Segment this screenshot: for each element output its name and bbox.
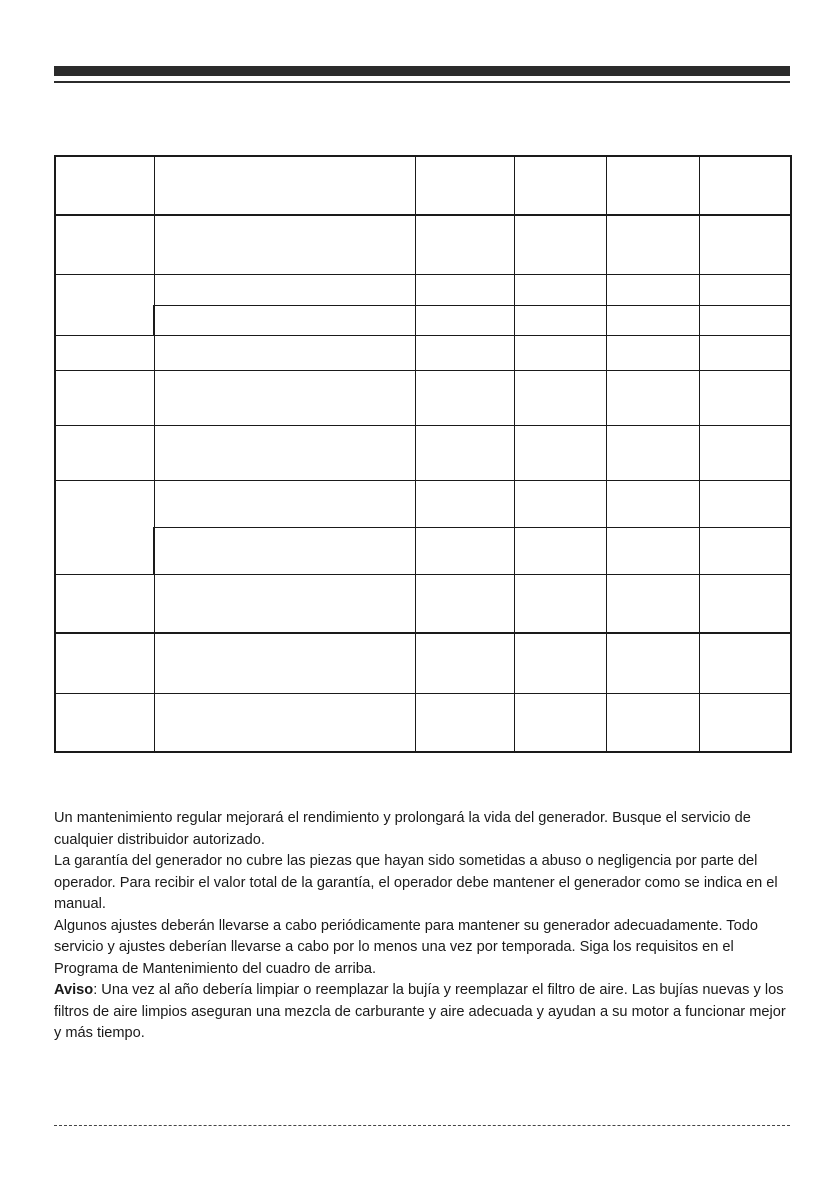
table-cell bbox=[154, 215, 415, 274]
table-cell bbox=[606, 335, 699, 370]
table-cell bbox=[606, 370, 699, 425]
table-cell bbox=[415, 425, 514, 480]
table-cell bbox=[415, 335, 514, 370]
table-cell bbox=[415, 274, 514, 305]
table-row bbox=[55, 305, 791, 335]
table-row bbox=[55, 693, 791, 752]
table-row bbox=[55, 370, 791, 425]
notice-text: : Una vez al año debería limpiar o reemplazar la bujía y reemplazar el filtro de aire. Las bujías nuevas y los filtros de aire limpios aseguran una mezcla de carburante y aire adecuada y ayudan a su motor a funcionar mejor y más tiempo. bbox=[54, 982, 786, 1041]
table-cell bbox=[514, 215, 606, 274]
table-cell bbox=[514, 693, 606, 752]
table-cell bbox=[154, 305, 415, 335]
table-cell bbox=[699, 156, 791, 215]
table-cell bbox=[154, 274, 415, 305]
maintenance-schedule-table bbox=[54, 155, 792, 753]
table-row bbox=[55, 480, 791, 527]
table-cell bbox=[154, 335, 415, 370]
table-cell bbox=[699, 215, 791, 274]
table-cell bbox=[699, 305, 791, 335]
table-cell bbox=[514, 370, 606, 425]
notes-paragraph: Algunos ajustes deberán llevarse a cabo periódicamente para mantener su generador adecuadamente. Todo servicio y ajustes deberían llevarse a cabo por lo menos una vez por temporada. Siga los requisitos en el Programa de Mantenimiento del cuadro de arriba. bbox=[54, 917, 758, 977]
table-cell bbox=[606, 574, 699, 633]
table-cell bbox=[514, 480, 606, 527]
table-cell bbox=[699, 335, 791, 370]
notes-paragraph: Un mantenimiento regular mejorará el rendimiento y prolongará la vida del generador. Busque el servicio de cualquier distribuidor autorizado. bbox=[54, 810, 751, 848]
table-cell bbox=[606, 305, 699, 335]
table-cell bbox=[606, 215, 699, 274]
table-cell bbox=[415, 693, 514, 752]
table-cell bbox=[606, 156, 699, 215]
table-cell bbox=[154, 633, 415, 693]
table-cell bbox=[55, 574, 154, 633]
table-cell bbox=[514, 633, 606, 693]
table-cell bbox=[55, 633, 154, 693]
table-cell bbox=[606, 425, 699, 480]
table-cell bbox=[154, 693, 415, 752]
table-cell bbox=[514, 574, 606, 633]
table-cell bbox=[415, 480, 514, 527]
table-row bbox=[55, 425, 791, 480]
table-cell bbox=[699, 370, 791, 425]
table-cell bbox=[154, 425, 415, 480]
table-cell bbox=[606, 274, 699, 305]
table-cell bbox=[699, 425, 791, 480]
table-cell bbox=[415, 305, 514, 335]
notes-paragraph: La garantía del generador no cubre las piezas que hayan sido sometidas a abuso o negligencia por parte del operador. Para recibir el valor total de la garantía, el operador debe mantener el generador como se indica en el manual. bbox=[54, 853, 778, 912]
table-cell bbox=[606, 480, 699, 527]
maintenance-notes bbox=[54, 808, 794, 1045]
table-cell bbox=[55, 480, 154, 574]
table-cell bbox=[55, 274, 154, 335]
table-cell bbox=[154, 370, 415, 425]
table-cell bbox=[415, 370, 514, 425]
table-cell bbox=[415, 574, 514, 633]
table-row bbox=[55, 274, 791, 305]
table-row bbox=[55, 335, 791, 370]
table-cell bbox=[154, 480, 415, 527]
table-cell bbox=[55, 425, 154, 480]
table-cell bbox=[699, 527, 791, 574]
table-cell bbox=[699, 480, 791, 527]
table-cell bbox=[154, 574, 415, 633]
table-cell bbox=[55, 215, 154, 274]
table-cell bbox=[514, 527, 606, 574]
table-cell bbox=[699, 693, 791, 752]
table-cell bbox=[55, 156, 154, 215]
footer-dashed-rule bbox=[54, 1125, 790, 1126]
table-cell bbox=[55, 335, 154, 370]
table-row bbox=[55, 215, 791, 274]
table-cell bbox=[606, 527, 699, 574]
table-cell bbox=[606, 693, 699, 752]
table-row bbox=[55, 527, 791, 574]
table-cell bbox=[415, 527, 514, 574]
table-cell bbox=[154, 156, 415, 215]
table-row bbox=[55, 574, 791, 633]
table-cell bbox=[699, 633, 791, 693]
table-cell bbox=[55, 370, 154, 425]
table-cell bbox=[415, 156, 514, 215]
header-bar bbox=[54, 66, 790, 76]
table-cell bbox=[154, 527, 415, 574]
table-cell bbox=[514, 305, 606, 335]
table-cell bbox=[699, 574, 791, 633]
table-cell bbox=[514, 156, 606, 215]
table-cell bbox=[415, 633, 514, 693]
table-cell bbox=[415, 215, 514, 274]
header-rule bbox=[54, 81, 790, 83]
table-header-row bbox=[55, 156, 791, 215]
table-cell bbox=[514, 335, 606, 370]
table-row bbox=[55, 633, 791, 693]
table-cell bbox=[514, 274, 606, 305]
table-cell bbox=[699, 274, 791, 305]
table-cell bbox=[606, 633, 699, 693]
notice-paragraph bbox=[54, 980, 794, 1045]
table-cell bbox=[514, 425, 606, 480]
notice-label: Aviso bbox=[54, 982, 94, 998]
table-cell bbox=[55, 693, 154, 752]
